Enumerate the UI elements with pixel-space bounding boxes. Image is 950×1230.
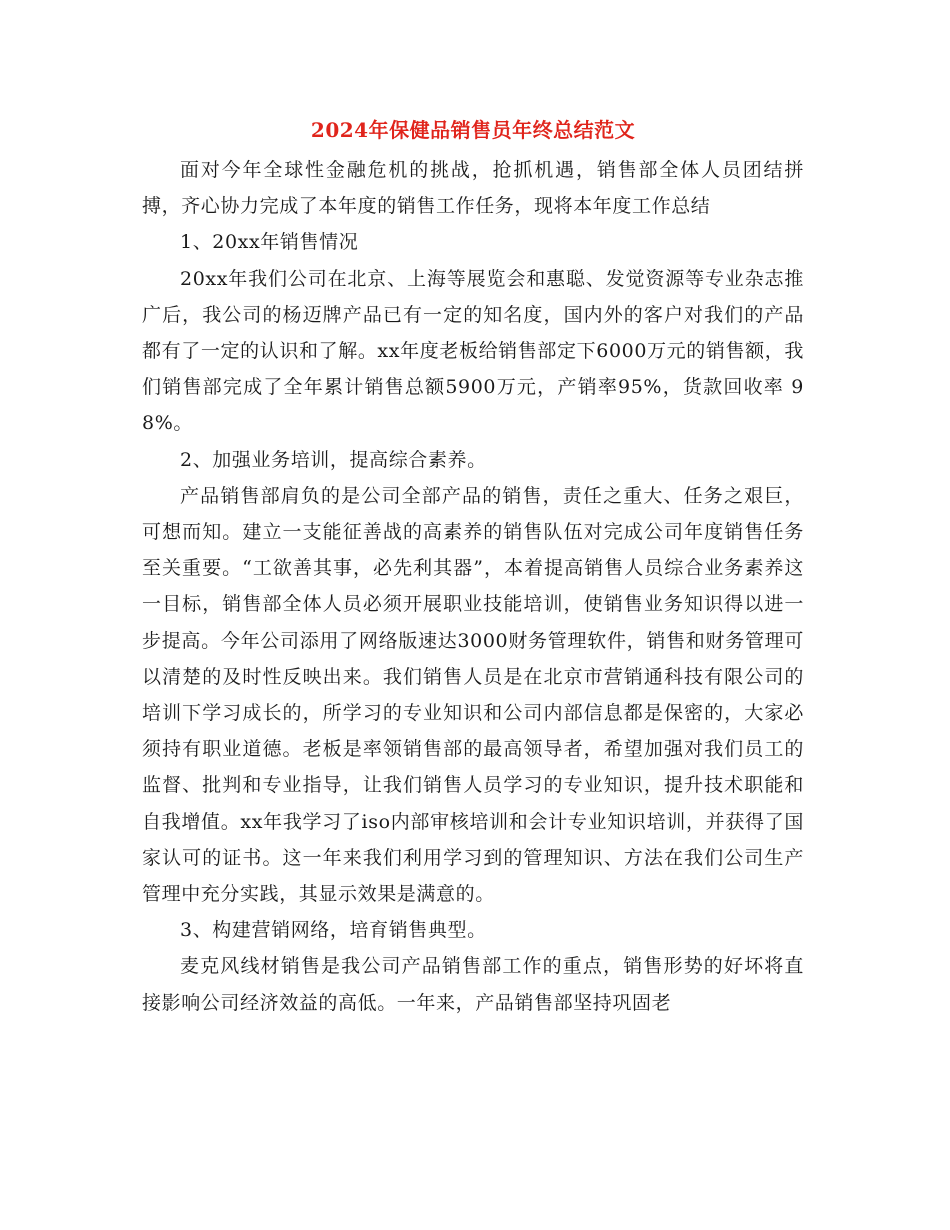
document-page [142,110,804,1021]
paragraph-intro: 面对今年全球性金融危机的挑战，抢抓机遇，销售部全体人员团结拼搏，齐心协力完成了本年度的销售工作任务，现将本年度工作总结 [142,159,804,218]
section-heading-network: 3、构建营销网络，培育销售典型。 [180,919,487,942]
paragraph-network: 麦克风线材销售是我公司产品销售部工作的重点，销售形势的好坏将直接影响公司经济效益的高低。一年来，产品销售部坚持巩固老 [142,955,804,1014]
paragraph-training: 产品销售部肩负的是公司全部产品的销售，责任之重大、任务之艰巨，可想而知。建立一支能征善战的高素养的销售队伍对完成公司年度销售任务至关重要。“工欲善其事，必先利其器”，本着提高销售人员综合业务素养这一目标，销售部全体人员必须开展职业技能培训，使销售业务知识得以进一步提高。今年公司添用了网络版速达3000财务管理软件，销售和财务管理可以清楚的及时性反映出来。我们销售人员是在北京市营销通科技有限公司的培训下学习成长的，所学习的专业知识和公司内部信息都是保密的，大家必须持有职业道德。老板是率领销售部的最高领导者，希望加强对我们员工的监督、批判和专业指导，让我们销售人员学习的专业知识，提升技术职能和自我增值。xx年我学习了iso内部审核培训和会计专业知识培训，并获得了国家认可的证书。这一年来我们利用学习到的管理知识、方法在我们公司生产管理中充分实践，其显示效果是满意的。 [142,484,804,906]
paragraph-sales: 20xx年我们公司在北京、上海等展览会和惠聪、发觉资源等专业杂志推广后，我公司的杨迈牌产品已有一定的知名度，国内外的客户对我们的产品都有了一定的认识和了解。xx年度老板给销售部定下6000万元的销售额，我们销售部完成了全年累计销售总额5900万元，产销率95%，货款回收率 98%。 [142,267,804,435]
section-heading-training: 2、加强业务培训，提高综合素养。 [180,448,487,471]
document-body [142,152,804,1021]
section-heading-sales: 1、20xx年销售情况 [180,231,359,254]
document-title: 2024年保健品销售员年终总结范文 [310,118,636,142]
